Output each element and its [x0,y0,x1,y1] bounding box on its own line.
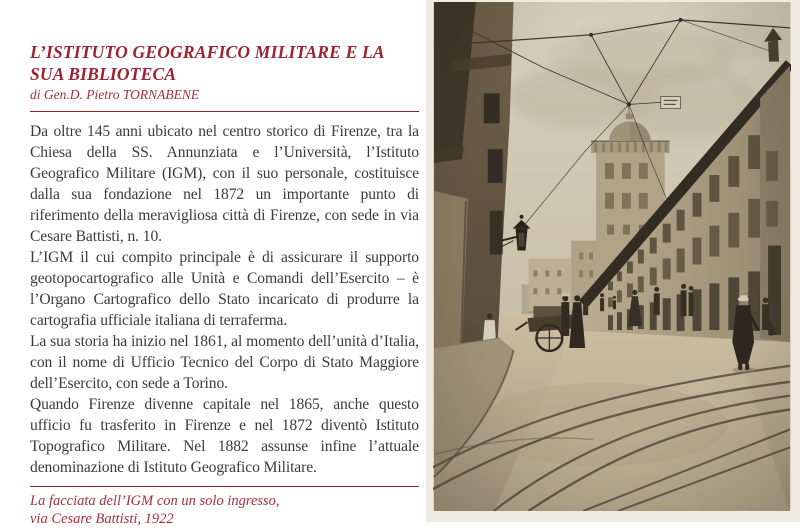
vignette [434,2,790,511]
article-title: L’ISTITUTO GEOGRAFICO MILITARE E LA SUA BIBLIOTECA [30,42,384,84]
article-column [30,0,419,528]
paragraph-3: La sua storia ha inizio nel 1861, al momento dell’unità d’Italia, con il nome di Ufficio Tecnico del Corpo di Stato Maggiore dell’Esercito, con sede a Torino. [30,333,419,393]
photo-paper-margin [426,0,800,522]
paragraph-4: Quando Firenze divenne capitale nel 1865, anche questo ufficio fu trasferito in Firenze e nel 1872 diventò Istituto Topografico Militare. Nel 1882 assunse infine l’attuale denominazione di Istituto Geografico Militare. [30,396,419,477]
photo-caption-line1: La facciata dell’IGM con un solo ingresso, [30,493,280,510]
divider-bottom [30,486,419,487]
photo-caption [30,493,419,528]
historical-photo [433,2,791,511]
photo-caption-line2: via Cesare Battisti, 1922 [30,510,174,527]
divider-top [30,111,419,112]
article-body [30,121,419,478]
paragraph-1: Da oltre 145 anni ubicato nel centro storico di Firenze, tra la Chiesa della SS. Annunziata e l’Università, l’Istituto Geografico Militare (IGM), con il suo personale, costituisce dalla sua fondazione nel 1872 un importante punto di riferimento della meravigliosa città di Firenze, con sede in via Cesare Battisti, n. 10. [30,123,419,246]
paragraph-2: L’IGM il cui compito principale è di assicurare il supporto geotopocartografico alle Unità e Comandi dell’Esercito – è l’Organo Cartografico dello Stato incaricato di produrre la cartografia ufficiale italiana di terraferma. [30,249,419,330]
article-byline: di Gen.D. Pietro TORNABENE [30,87,200,103]
